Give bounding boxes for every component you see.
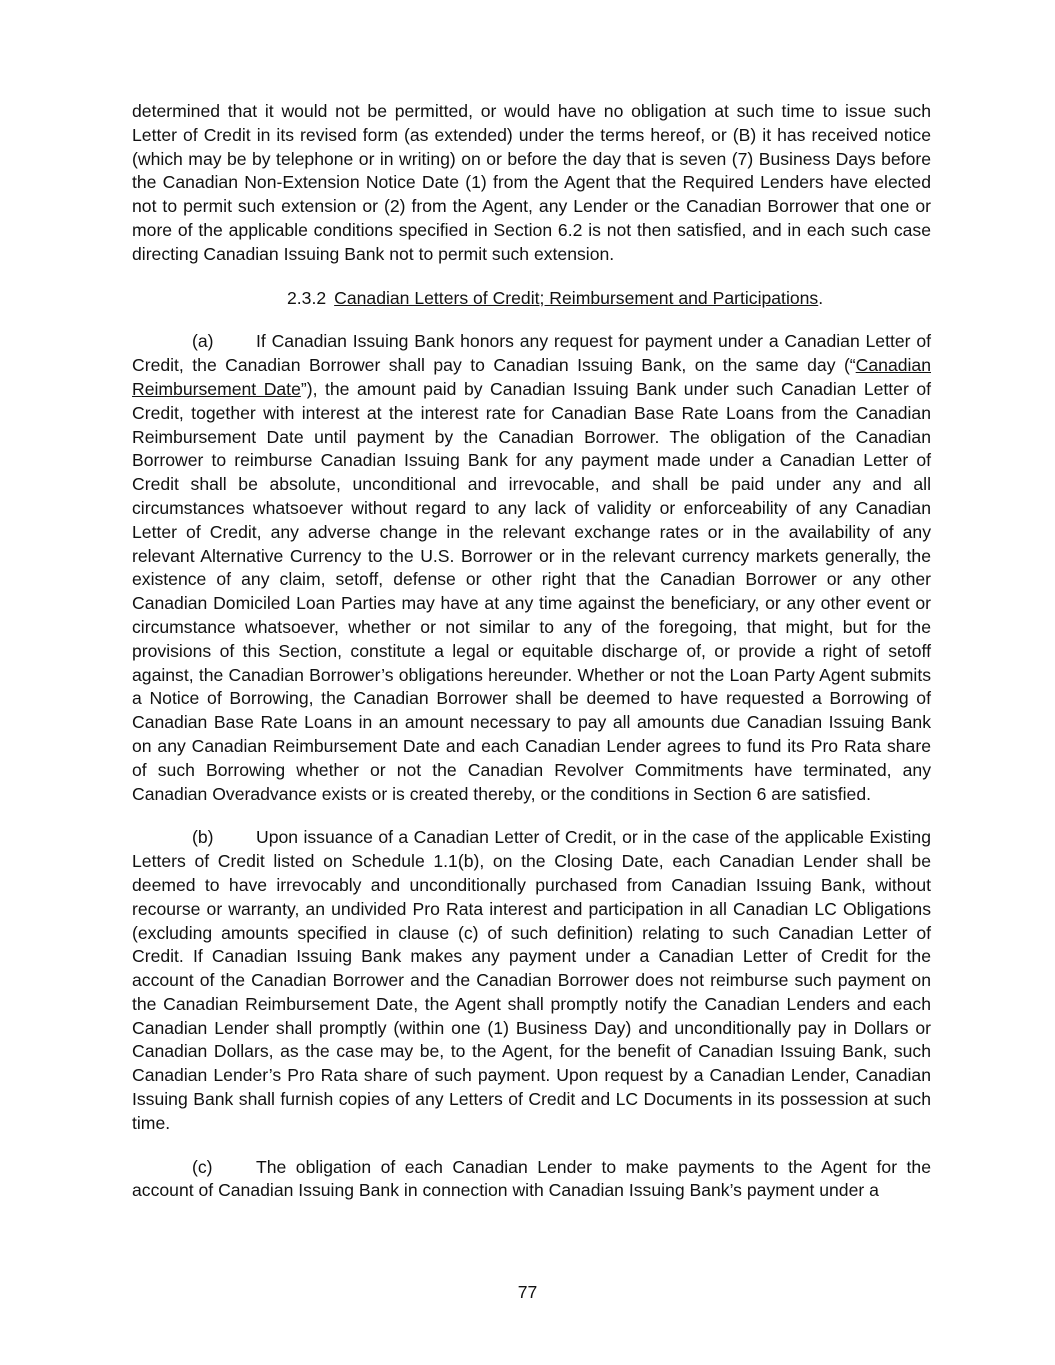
paragraph-b-text: Upon issuance of a Canadian Letter of Credit, or in the case of the applicable Existing Letters of Credit listed on Schedule 1.1(b), on the Closing Date, each Canadian Lender shall be deemed to have irrevocably and unconditionally purchased from Canadian Issuing Bank, without recourse or warranty, an undivided Pro Rata interest and participation in all Canadian LC Obligations (excluding amounts specified in clause (c) of such definition) relating to such Canadian Letter of Credit. If Canadian Issuing Bank makes any payment under a Canadian Letter of Credit for the account of the Canadian Borrower and the Canadian Borrower does not reimburse such payment on the Canadian Reimbursement Date, the Agent shall promptly notify the Canadian Lenders and each Canadian Lender shall promptly (within one (1) Business Day) and unconditionally pay in Dollars or Canadian Dollars, as the case may be, to the Agent, for the benefit of Canadian Issuing Bank, such Canadian Lender’s Pro Rata share of such payment. Upon request by a Canadian Lender, Canadian Issuing Bank shall furnish copies of any Letters of Credit and LC Documents in its possession at such time. xyxy=(132,827,931,1133)
page-number: 77 xyxy=(517,1282,538,1302)
section-title: Canadian Letters of Credit; Reimbursement and Participations xyxy=(334,287,819,308)
section-title-end: . xyxy=(818,287,824,308)
document-page xyxy=(132,100,931,1203)
paragraph-c-text: The obligation of each Canadian Lender to make payments to the Agent for the account of Canadian Issuing Bank in connection with Canadian Issuing Bank’s payment under a xyxy=(132,1156,931,1201)
paragraph-b-label: (b) xyxy=(192,827,214,848)
paragraph-b xyxy=(132,826,931,1135)
paragraph-c-label: (c) xyxy=(192,1156,213,1177)
paragraph-a-label: (a) xyxy=(192,331,214,352)
paragraph-a xyxy=(132,330,931,806)
paragraph-continuation: determined that it would not be permitted, or would have no obligation at such time to issue such Letter of Credit in its revised form (as extended) under the terms hereof, or (B) it has received notice (which may be by telephone or in writing) on or before the day that is seven (7) Business Days before the Canadian Non-Extension Notice Date (1) from the Agent that the Required Lenders have elected not to permit such extension or (2) from the Agent, any Lender or the Canadian Borrower that one or more of the applicable conditions specified in Section 6.2 is not then satisfied, and in each such case directing Canadian Issuing Bank not to permit such extension. xyxy=(132,101,931,264)
section-number: 2.3.2 xyxy=(287,287,327,308)
paragraph-c xyxy=(132,1156,931,1204)
paragraph-a-text-1: If Canadian Issuing Bank honors any request for payment under a Canadian Letter of Credit, the Canadian Borrower shall pay to Canadian Issuing Bank, on the same day (“ xyxy=(132,331,931,376)
section-heading xyxy=(132,287,931,311)
paragraph-a-text-2: ”), the amount paid by Canadian Issuing Bank under such Canadian Letter of Credit, together with interest at the interest rate for Canadian Base Rate Loans from the Canadian Reimbursement Date until payment by the Canadian Borrower. The obligation of the Canadian Borrower to reimburse Canadian Issuing Bank for any payment made under a Canadian Letter of Credit shall be absolute, unconditional and irrevocable, and shall be paid under any and all circumstances whatsoever without regard to any lack of validity or enforceability of any Canadian Letter of Credit, any adverse change in the relevant exchange rates or in the availability of any relevant Alternative Currency to the U.S. Borrower or in the relevant currency markets generally, the existence of any claim, setoff, defense or other right that the Canadian Borrower or any other Canadian Domiciled Loan Parties may have at any time against the beneficiary, or any other event or circumstance whatsoever, whether or not similar to any of the foregoing, that might, but for the provisions of this Section, constitute a legal or equitable discharge of, or provide a right of setoff against, the Canadian Borrower’s obligations hereunder. Whether or not the Loan Party Agent submits a Notice of Borrowing, the Canadian Borrower shall be deemed to have requested a Borrowing of Canadian Base Rate Loans in an amount necessary to pay all amounts due Canadian Issuing Bank on any Canadian Reimbursement Date and each Canadian Lender agrees to fund its Pro Rata share of such Borrowing whether or not the Canadian Revolver Commitments have terminated, any Canadian Overadvance exists or is created thereby, or the conditions in Section 6 are satisfied. xyxy=(132,378,931,804)
defined-term: Canadian Reimbursement Date xyxy=(132,355,931,399)
